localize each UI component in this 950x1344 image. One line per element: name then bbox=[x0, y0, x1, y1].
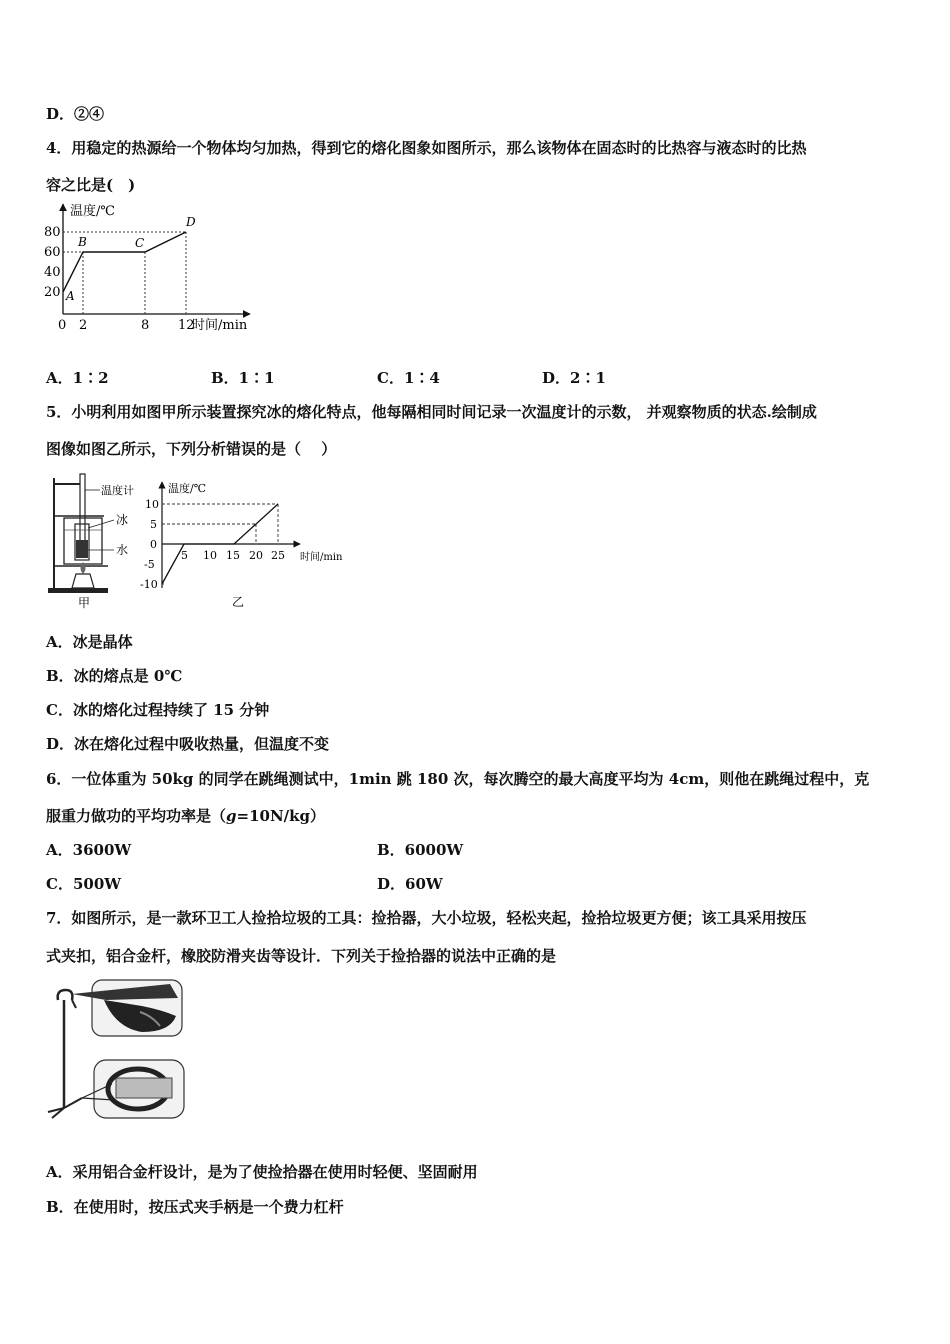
q5-option-a: A．冰是晶体 bbox=[46, 633, 133, 651]
q5-xtick: 5 bbox=[181, 549, 188, 562]
q5-xtick: 20 bbox=[249, 549, 263, 562]
water-label: 水 bbox=[116, 543, 129, 557]
q3-option-d: D．②④ bbox=[46, 105, 105, 123]
q6-stem-line2: 服重力做功的平均功率是（g=10N/kg） bbox=[46, 807, 326, 825]
q6-option-a: A．3600W bbox=[46, 841, 132, 859]
figure-caption-jia: 甲 bbox=[78, 596, 91, 610]
q5-ytick: -5 bbox=[144, 558, 155, 571]
q4-melting-graph bbox=[40, 198, 270, 338]
q7-option-b: B．在使用时，按压式夹手柄是一个费力杠杆 bbox=[46, 1198, 344, 1216]
q4-point-label: A bbox=[66, 289, 75, 303]
q4-option-a: A．1∶2 bbox=[46, 369, 109, 387]
q5-ylabel: 温度/℃ bbox=[168, 482, 207, 495]
q7-stem-line1: 7．如图所示，是一款环卫工人捡拾垃圾的工具：捡拾器，大小垃圾，轻松夹起，捡拾垃圾更方便；该工具采用按压 bbox=[46, 909, 807, 927]
q5-stem-line1: 5．小明利用如图甲所示装置探究冰的熔化特点，他每隔相同时间记录一次温度计的示数， 并观察物质的状态.绘制成 bbox=[46, 403, 817, 421]
q7-stem-line2: 式夹扣，铝合金杆，橡胶防滑夹齿等设计．下列关于捡拾器的说法中正确的是 bbox=[46, 947, 557, 965]
q5-temperature-graph bbox=[140, 476, 355, 611]
q4-point-label: D bbox=[186, 215, 196, 229]
ice-label: 冰 bbox=[116, 513, 129, 527]
thermometer-label: 温度计 bbox=[101, 484, 134, 497]
q5-ytick: 0 bbox=[150, 538, 157, 551]
burner-icon bbox=[72, 574, 94, 588]
q5-apparatus-figure bbox=[44, 470, 144, 612]
q5-ytick: 5 bbox=[150, 518, 157, 531]
q4-option-d: D．2∶1 bbox=[542, 369, 606, 387]
q5-ytick: 10 bbox=[145, 498, 159, 511]
grabber-tool-image bbox=[42, 976, 187, 1128]
q4-point-label: B bbox=[78, 235, 87, 249]
q7-option-a: A．采用铝合金杆设计，是为了使捡拾器在使用时轻便、坚固耐用 bbox=[46, 1163, 478, 1181]
q4-ytick: 60 bbox=[44, 245, 61, 260]
q5-option-d: D．冰在熔化过程中吸收热量，但温度不变 bbox=[46, 735, 330, 753]
q4-stem-line1: 4．用稳定的热源给一个物体均匀加热，得到它的熔化图象如图所示，那么该物体在固态时的比热容与液态时的比热 bbox=[46, 139, 807, 157]
q4-ytick: 40 bbox=[44, 265, 61, 280]
q6-option-d: D．60W bbox=[377, 875, 443, 893]
q6-stem-line1: 6．一位体重为 50kg 的同学在跳绳测试中，1min 跳 180 次，每次腾空的最大高度平均为 4cm，则他在跳绳过程中，克 bbox=[46, 770, 870, 788]
q6-option-b: B．6000W bbox=[377, 841, 464, 859]
q4-xtick: 12 bbox=[178, 318, 195, 333]
q4-xlabel: 时间/min bbox=[192, 318, 248, 333]
q6-option-c: C．500W bbox=[46, 875, 122, 893]
q4-xtick: 2 bbox=[79, 318, 88, 333]
q4-option-c: C．1∶4 bbox=[377, 369, 440, 387]
q5-option-c: C．冰的熔化过程持续了 15 分钟 bbox=[46, 701, 270, 719]
q4-xtick: 0 bbox=[58, 318, 67, 333]
q5-xtick: 15 bbox=[226, 549, 240, 562]
q4-ylabel: 温度/℃ bbox=[70, 204, 115, 219]
q4-ytick: 80 bbox=[44, 225, 61, 240]
thermometer-icon bbox=[80, 474, 85, 550]
q4-point-label: C bbox=[135, 236, 145, 250]
figure-caption-yi: 乙 bbox=[232, 595, 245, 609]
q4-option-b: B．1∶1 bbox=[211, 369, 275, 387]
q5-ytick: -10 bbox=[140, 578, 158, 591]
q5-xtick: 25 bbox=[271, 549, 285, 562]
q5-xtick: 10 bbox=[203, 549, 217, 562]
q5-stem-line2: 图像如图乙所示，下列分析错误的是（ ） bbox=[46, 440, 337, 458]
q5-xlabel: 时间/min bbox=[300, 552, 343, 563]
q4-xtick: 8 bbox=[141, 318, 150, 333]
q4-ytick: 20 bbox=[44, 285, 61, 300]
q5-option-b: B．冰的熔点是 0℃ bbox=[46, 667, 183, 685]
q4-stem-line2: 容之比是( ) bbox=[46, 176, 136, 194]
